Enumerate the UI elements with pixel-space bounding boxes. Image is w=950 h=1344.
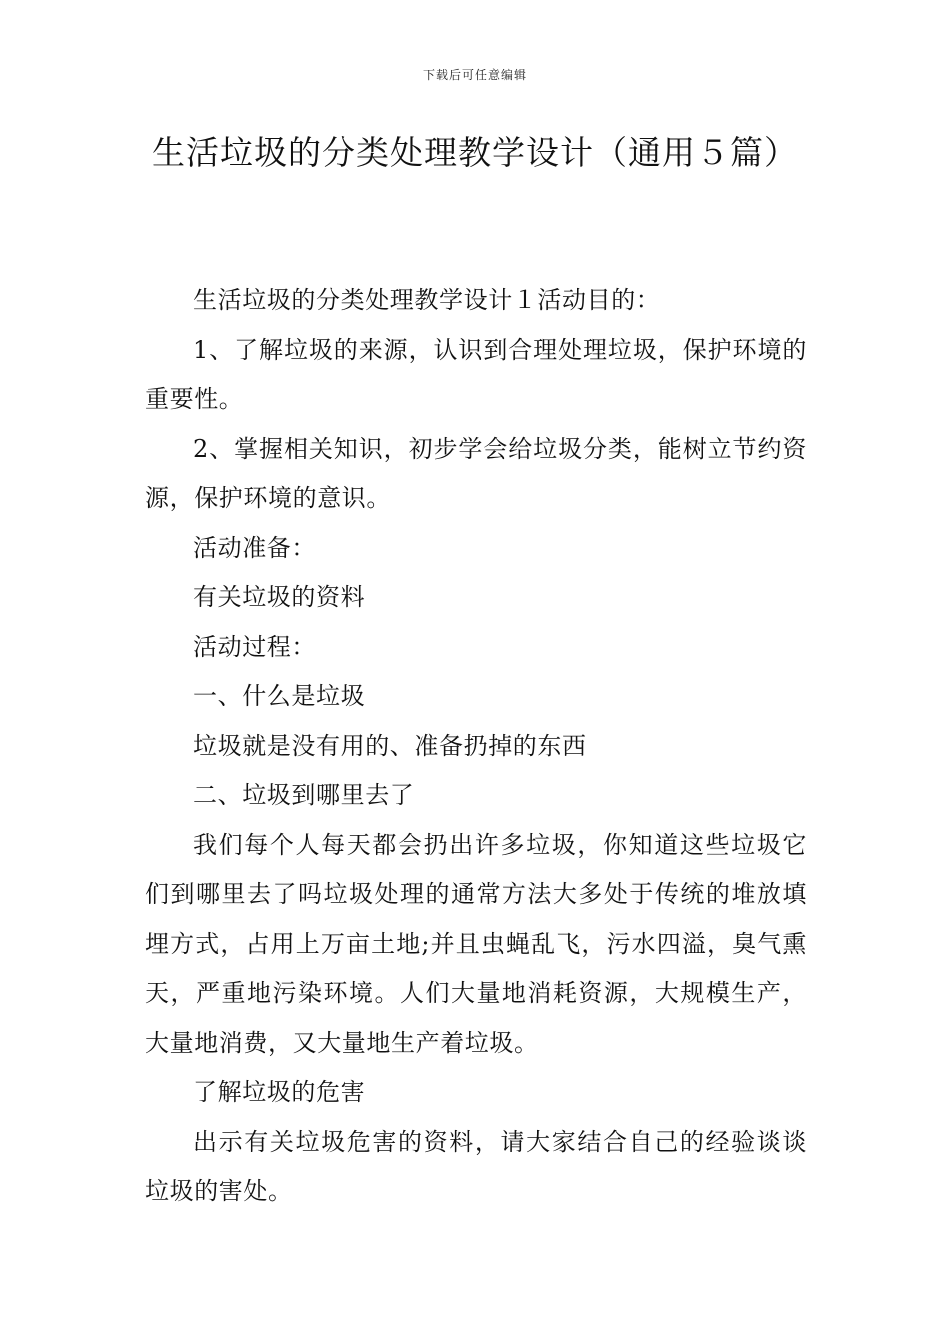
paragraph: 了解垃圾的危害 [193, 1078, 366, 1106]
paragraph: 有关垃圾的资料 [193, 583, 366, 611]
document-body [145, 276, 807, 1217]
paragraph: 活动准备： [193, 533, 316, 562]
paragraph: 2、掌握相关知识，初步学会给垃圾分类，能树立节约资源，保护环境的意识。 [145, 434, 807, 512]
paragraph: 一、什么是垃圾 [193, 682, 366, 710]
paragraph: 活动过程： [193, 632, 316, 661]
paragraph: 我们每个人每天都会扔出许多垃圾，你知道这些垃圾它们到哪里去了吗垃圾处理的通常方法大多处于传统的堆放填埋方式，占用上万亩土地;并且虫蝇乱飞，污水四溢，臭气熏天，严重地污染环境。人们大量地消耗资源，大规模生产，大量地消费，又大量地生产着垃圾。 [145, 830, 807, 1057]
paragraph: 1、了解垃圾的来源，认识到合理处理垃圾，保护环境的重要性。 [145, 335, 807, 413]
paragraph: 垃圾就是没有用的、准备扔掉的东西 [193, 731, 587, 760]
paragraph: 出示有关垃圾危害的资料，请大家结合自己的经验谈谈垃圾的害处。 [145, 1127, 807, 1205]
header-note: 下载后可任意编辑 [422, 68, 527, 82]
paragraph: 生活垃圾的分类处理教学设计１活动目的： [193, 286, 661, 314]
paragraph: 二、垃圾到哪里去了 [193, 781, 415, 809]
document-title: 生活垃圾的分类处理教学设计（通用５篇） [152, 133, 798, 172]
